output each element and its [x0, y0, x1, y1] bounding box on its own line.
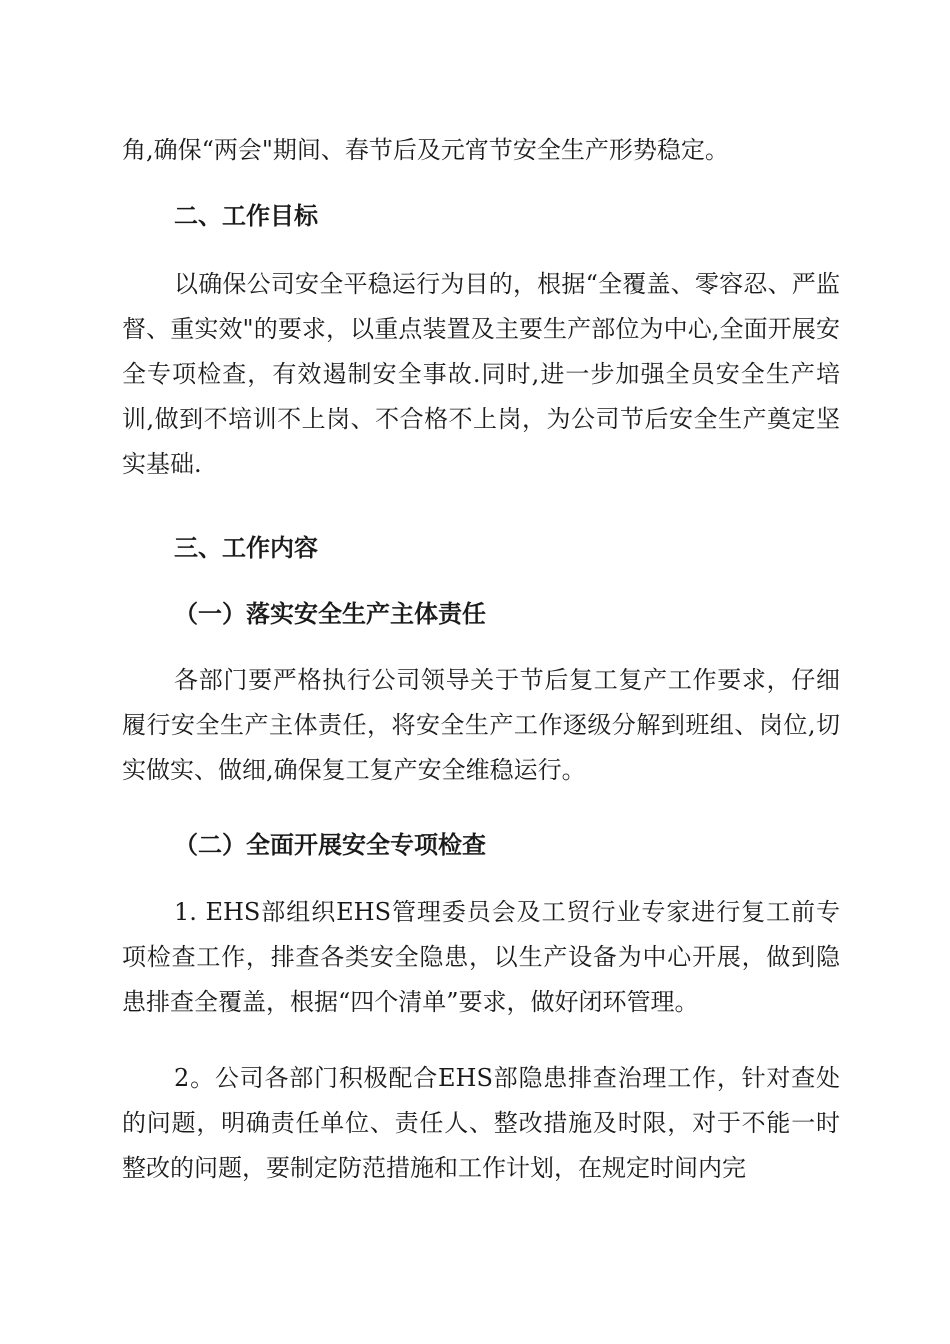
subsection-heading-responsibility: （一）落实安全生产主体责任: [174, 600, 486, 628]
paragraph-work-goals: 以确保公司安全平稳运行为目的，根据“全覆盖、零容忍、严监督、重实效"的要求，以重点装置及主要生产部位为中心,全面开展安全专项检查，有效遏制安全事故.同时,进一步加强全员安全生产培训,做到不培训不上岗、不合格不上岗，为公司节后安全生产奠定坚实基础.: [122, 270, 840, 478]
paragraph-responsibility: 各部门要严格执行公司领导关于节后复工复产工作要求，仔细履行安全生产主体责任，将安全生产工作逐级分解到班组、岗位,切实做实、做细,确保复工复产安全维稳运行。: [122, 666, 840, 784]
section-heading-work-content: 三、工作内容: [174, 534, 318, 562]
paragraph-inspection-item-2: 2。公司各部门积极配合EHS部隐患排查治理工作，针对查处的问题，明确责任单位、责任人、整改措施及时限，对于不能一时整改的问题，要制定防范措施和工作计划，在规定时间内完: [122, 1064, 840, 1182]
paragraph-continuation: 角,确保“两会"期间、春节后及元宵节安全生产形势稳定。: [122, 136, 729, 164]
subsection-heading-inspection: （二）全面开展安全专项检查: [174, 831, 486, 859]
section-heading-work-goals: 二、工作目标: [174, 202, 318, 230]
paragraph-inspection-item-1: 1. EHS部组织EHS管理委员会及工贸行业专家进行复工前专项检查工作，排查各类安全隐患，以生产设备为中心开展，做到隐患排查全覆盖，根据“四个清单”要求，做好闭环管理。: [122, 898, 840, 1016]
